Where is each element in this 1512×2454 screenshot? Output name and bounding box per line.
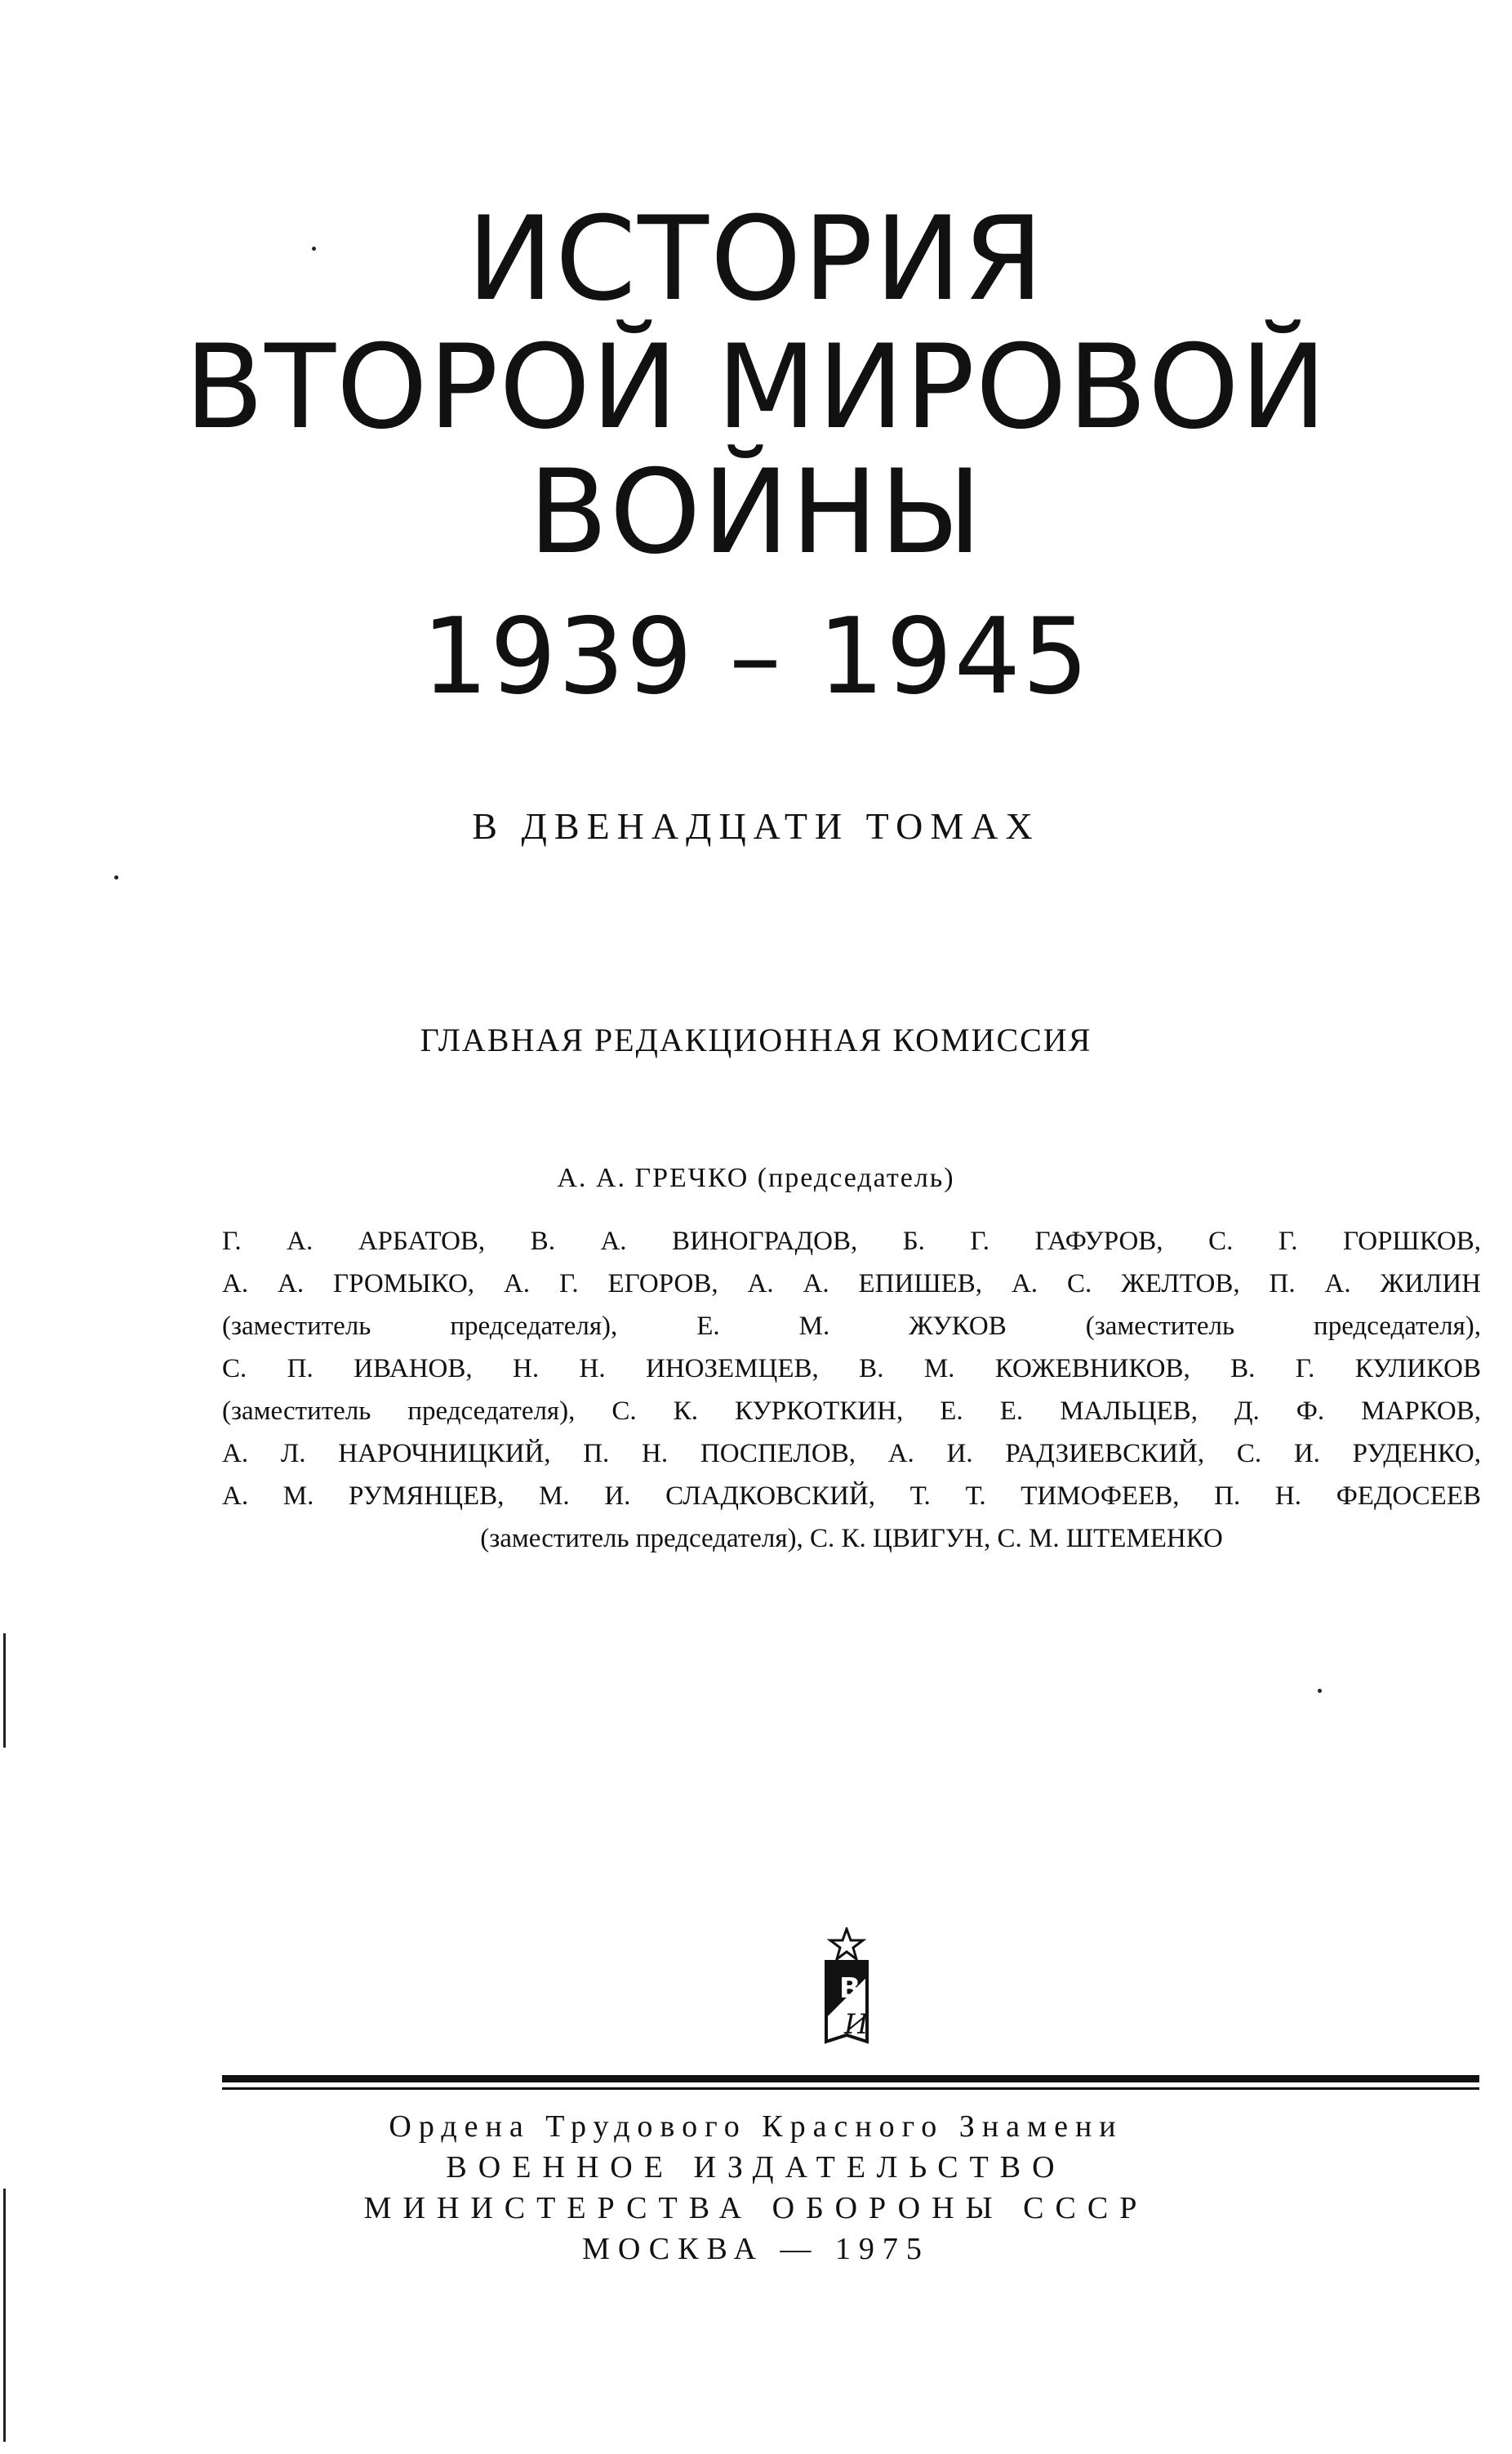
scan-speck (114, 875, 118, 880)
publisher-city-year: МОСКВА — 1975 (582, 2232, 930, 2266)
book-years: 1939 – 1945 (421, 596, 1091, 718)
scan-speck (1318, 1689, 1322, 1693)
members-line: Г. А. АРБАТОВ, В. А. ВИНОГРАДОВ, Б. Г. ГАФУРОВ, С. Г. ГОРШКОВ, (222, 1227, 1481, 1256)
publisher-rule-thin (222, 2087, 1479, 2090)
members-line: А. Л. НАРОЧНИЦКИЙ, П. Н. ПОСПЕЛОВ, А. И. РАДЗИЕВСКИЙ, С. И. РУДЕНКО, (222, 1439, 1481, 1468)
star-book-emblem-icon (818, 1927, 875, 2050)
volumes-subtitle: В ДВЕНАДЦАТИ ТОМАХ (472, 805, 1040, 847)
publisher-order-line: Ордена Трудового Красного Знамени (389, 2109, 1123, 2144)
members-line: (заместитель председателя), С. К. ЦВИГУН, С. М. ШТЕМЕНКО (480, 1524, 1223, 1553)
emblem-letter-v: В (839, 1972, 861, 2005)
scan-margin-line-upper (3, 1633, 6, 1748)
emblem-letter-i: И (844, 2008, 869, 2041)
book-title-line-3: ВОЙНЫ (528, 445, 984, 580)
members-line: С. П. ИВАНОВ, Н. Н. ИНОЗЕМЦЕВ, В. М. КОЖЕВНИКОВ, В. Г. КУЛИКОВ (222, 1354, 1481, 1383)
commission-members (222, 1220, 1481, 1560)
members-line: (заместитель председателя), Е. М. ЖУКОВ (заместитель председателя), (222, 1312, 1481, 1341)
members-line: А. А. ГРОМЫКО, А. Г. ЕГОРОВ, А. А. ЕПИШЕВ, А. С. ЖЕЛТОВ, П. А. ЖИЛИН (222, 1269, 1481, 1298)
commission-chairman: А. А. ГРЕЧКО (председатель) (557, 1163, 955, 1193)
scan-margin-line-lower (3, 2189, 6, 2442)
members-line: А. М. РУМЯНЦЕВ, М. И. СЛАДКОВСКИЙ, Т. Т. ТИМОФЕЕВ, П. Н. ФЕДОСЕЕВ (222, 1481, 1481, 1511)
publisher-name-line: ВОЕННОЕ ИЗДАТЕЛЬСТВО (446, 2150, 1066, 2185)
book-title-line-2: ВТОРОЙ МИРОВОЙ (184, 320, 1328, 455)
members-line: (заместитель председателя), С. К. КУРКОТКИН, Е. Е. МАЛЬЦЕВ, Д. Ф. МАРКОВ, (222, 1396, 1481, 1426)
commission-heading: ГЛАВНАЯ РЕДАКЦИОННАЯ КОМИССИЯ (420, 1022, 1092, 1058)
book-title-line-1: ИСТОРИЯ (466, 192, 1046, 327)
publisher-rule-thick (222, 2075, 1479, 2082)
publisher-ministry-line: МИНИСТЕРСТВА ОБОРОНЫ СССР (363, 2191, 1149, 2225)
